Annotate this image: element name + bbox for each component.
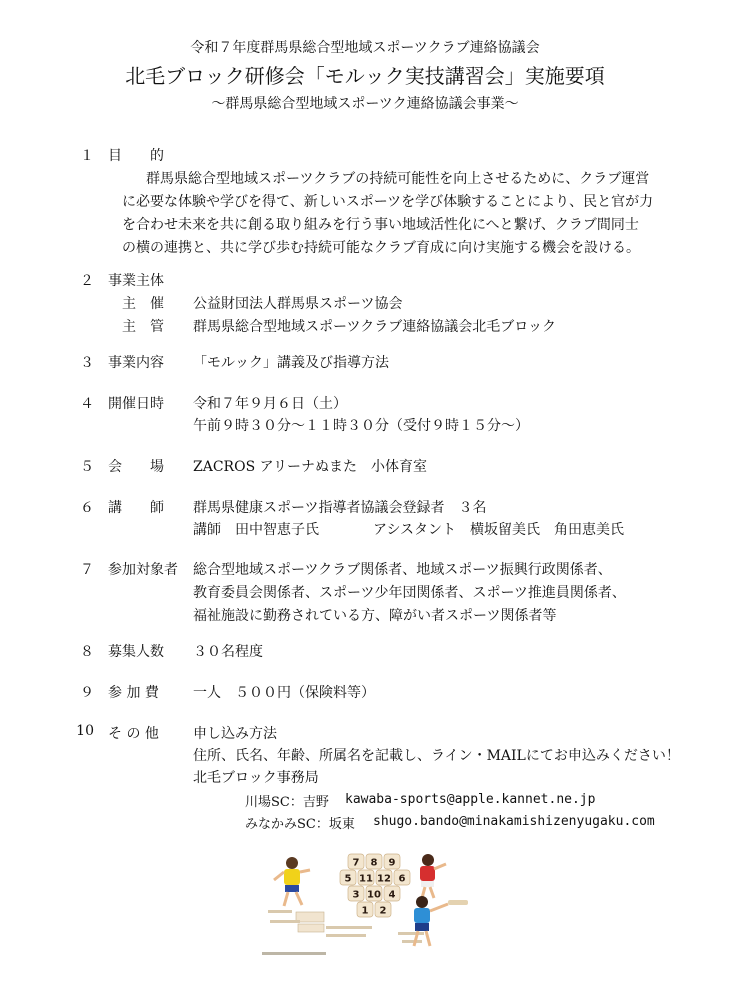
target-line: 福祉施設に勤務されている方、障がい者スポーツ関係者等 [193, 608, 557, 624]
molkky-pin-number: 6 [398, 873, 406, 885]
molkky-pin-number: 2 [379, 905, 387, 917]
application-method: 住所、氏名、年齢、所属名を記載し、ライン・MAILにてお申込みください！ [193, 748, 680, 764]
molkky-pin-number: 1 [361, 905, 369, 917]
molkky-pin-number: 8 [370, 857, 378, 869]
manage-value: 群馬県総合型地域スポーツクラブ連絡協議会北毛ブロック [193, 319, 557, 335]
molkky-pin-number: 11 [359, 873, 373, 885]
section-label: そ の 他 [108, 726, 159, 742]
section-label: 目 的 [108, 148, 164, 164]
purpose-line: の横の連携と、共に学び歩む持続可能なクラブ育成に向け実施する機会を設ける。 [122, 240, 640, 256]
document-title: 北毛ブロック研修会「モルック実技講習会」実施要項 [125, 64, 605, 88]
assistant-names: アシスタント 横坂留美氏 角田恵美氏 [373, 522, 625, 538]
office-name: 北毛ブロック事務局 [193, 770, 319, 786]
venue-value: ZACROS アリーナぬまた 小体育室 [193, 459, 428, 475]
document-subtitle: ～群馬県総合型地域スポーツク連絡協議会事業～ [211, 96, 519, 112]
contact-name: みなかみSC：坂東 [245, 817, 355, 832]
section-label: 募集人数 [108, 644, 164, 660]
purpose-line: を合わせ未来を共に創る取り組みを行う事い地域活性化にへと繋げ、クラブ間同士 [122, 217, 639, 233]
molkky-pin-number: 4 [388, 889, 396, 901]
content-value: 「モルック」講義及び指導方法 [193, 355, 389, 371]
purpose-line: 群馬県総合型地域スポーツクラブの持続可能性を向上させるために、クラブ運営 [146, 171, 650, 187]
instructor-name: 講師 田中智恵子氏 [193, 522, 319, 538]
fee-value: 一人 ５００円（保険料等） [193, 685, 375, 701]
application-heading: 申し込み方法 [193, 726, 277, 742]
molkky-pin-number: 3 [352, 889, 360, 901]
contact-name: 川場SC：吉野 [245, 795, 329, 810]
section-number: ３ [80, 355, 94, 371]
section-label: 講 師 [108, 500, 164, 516]
purpose-line: に必要な体験や学びを得て、新しいスポーツを学び体験することにより、民と官が力 [122, 194, 654, 210]
section-label: 会 場 [108, 459, 164, 475]
host-value: 公益財団法人群馬県スポーツ協会 [193, 296, 403, 312]
time-value: 午前９時３０分～１１時３０分（受付９時１５分～） [193, 418, 529, 434]
organization-line: 令和７年度群馬県総合型地域スポーツクラブ連絡協議会 [190, 40, 540, 56]
molkky-pin-number: 7 [352, 857, 360, 869]
section-number: ４ [80, 396, 94, 412]
date-value: 令和７年９月６日（土） [193, 396, 347, 412]
section-label: 事業内容 [108, 355, 164, 371]
molkky-pin-number: 12 [377, 873, 391, 885]
section-label: 参 加 費 [108, 685, 159, 701]
molkky-pin-number: 5 [344, 873, 352, 885]
host-label: 主 催 [122, 296, 164, 312]
instructor-line: 群馬県健康スポーツ指導者協議会登録者 ３名 [193, 500, 487, 516]
target-line: 教育委員会関係者、スポーツ少年団関係者、スポーツ推進員関係者、 [193, 585, 626, 601]
contact-email[interactable]: shugo.bando@minakamishizenyugaku.com [373, 814, 655, 829]
molkky-pin-number: 9 [388, 857, 396, 869]
section-number: ７ [80, 562, 94, 578]
section-number: ６ [80, 500, 94, 516]
capacity-value: ３０名程度 [193, 644, 263, 660]
section-number: ９ [80, 685, 94, 701]
section-number: ２ [80, 273, 94, 289]
target-line: 総合型地域スポーツクラブ関係者、地域スポーツ振興行政関係者、 [193, 562, 612, 578]
manage-label: 主 管 [122, 319, 164, 335]
molkky-pin-number: 10 [367, 889, 381, 901]
section-label: 開催日時 [108, 396, 164, 412]
molkky-illustration-icon [262, 850, 472, 962]
section-number: ８ [80, 644, 94, 660]
section-label: 事業主体 [108, 273, 164, 289]
section-number: ５ [80, 459, 94, 475]
section-number: １ [80, 148, 94, 164]
section-label: 参加対象者 [108, 562, 178, 578]
section-number: 10 [76, 723, 94, 739]
contact-email[interactable]: kawaba-sports@apple.kannet.ne.jp [345, 792, 596, 807]
